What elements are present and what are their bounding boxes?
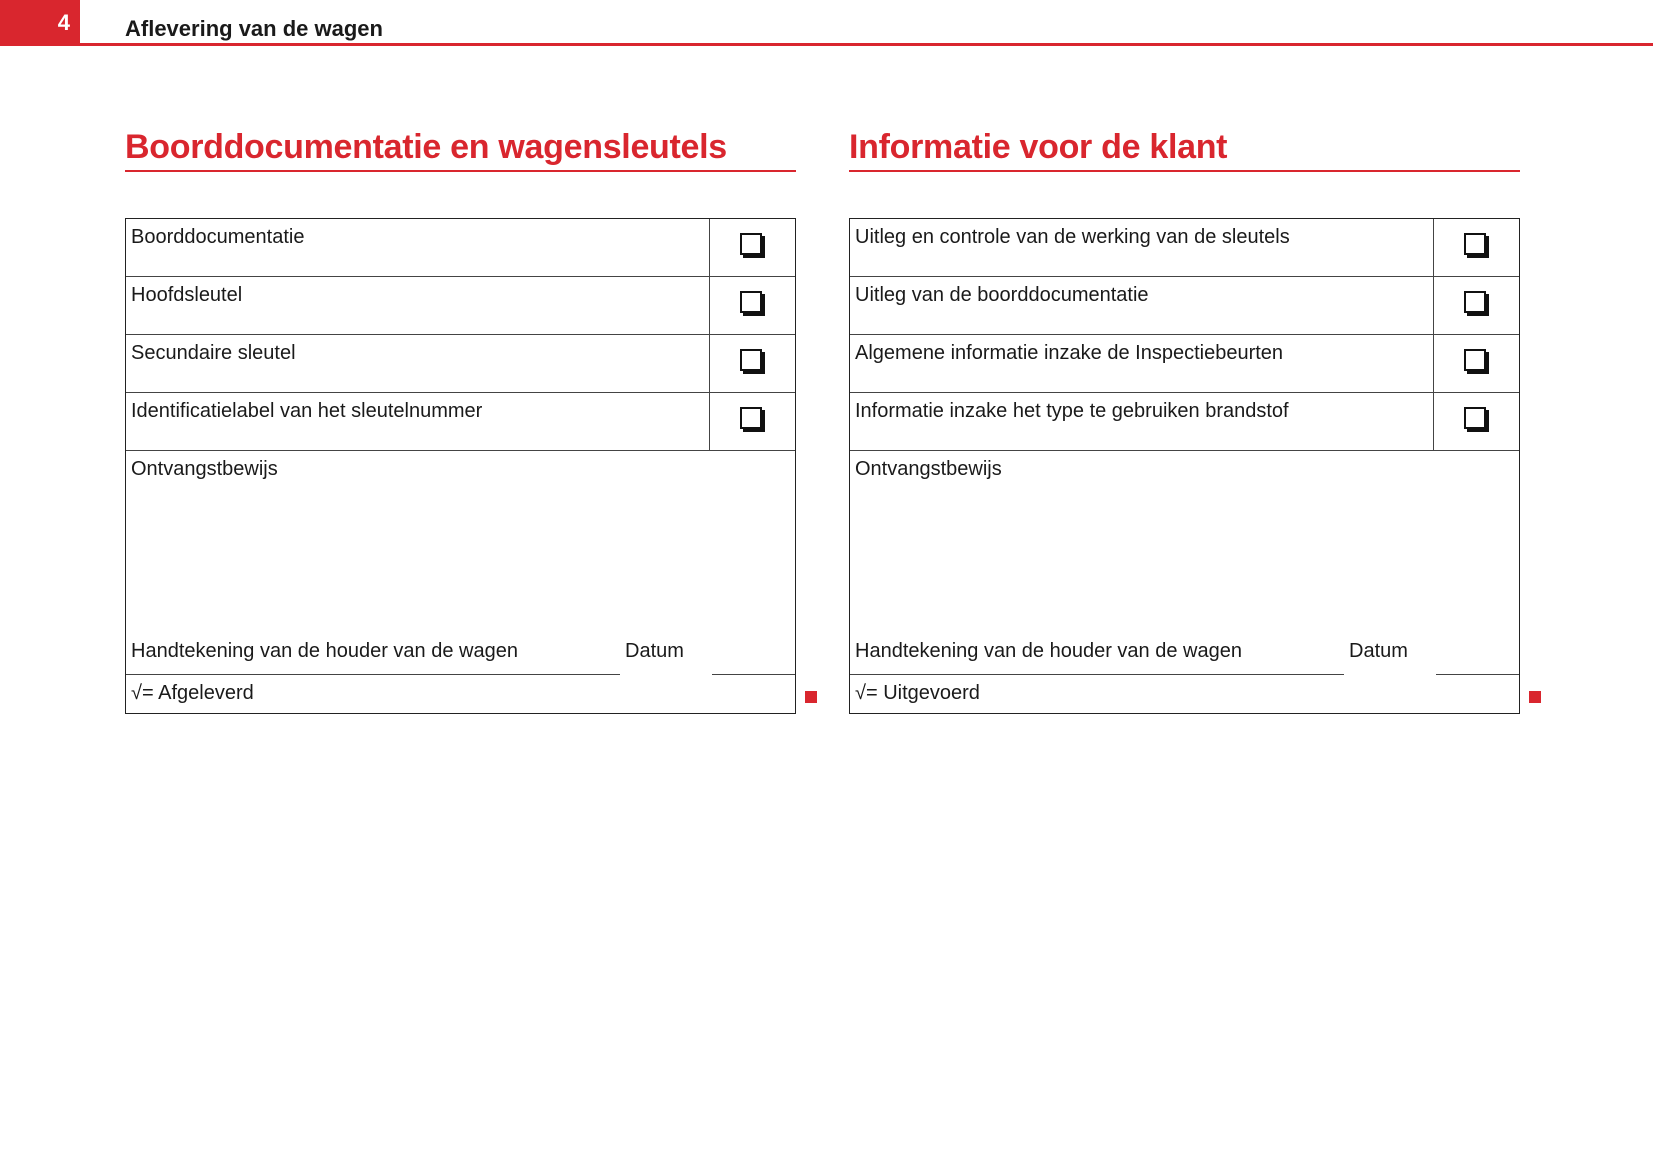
- checklist-row: [850, 335, 1519, 393]
- section-end-marker: [805, 691, 817, 703]
- checkbox-cell: [1433, 277, 1519, 334]
- section-customer-information: [849, 126, 1520, 704]
- checkbox-cell: [709, 277, 795, 334]
- checklist-row: [850, 393, 1519, 451]
- checkbox[interactable]: [1464, 349, 1486, 371]
- checklist-item-label: Uitleg van de boorddocumentatie: [855, 284, 1149, 306]
- checkbox-cell: [1433, 335, 1519, 392]
- section-title: Informatie voor de klant: [849, 128, 1228, 166]
- checklist-row: [126, 335, 795, 393]
- signature-label: Handtekening van de houder van de wagen: [131, 640, 518, 662]
- checklist-row: [126, 277, 795, 335]
- checklist-form: [849, 218, 1520, 714]
- date-label: Datum: [625, 640, 684, 662]
- checkbox[interactable]: [1464, 407, 1486, 429]
- checklist-item-label: Algemene informatie inzake de Inspectiebeurten: [855, 342, 1284, 364]
- section-title: Boorddocumentatie en wagensleutels: [125, 128, 727, 166]
- checklist-item-label: Uitleg en controle van de werking van de sleutels: [855, 226, 1290, 248]
- checkbox-cell: [709, 219, 795, 276]
- page-header: [0, 0, 1653, 46]
- legend-text: √= Afgeleverd: [131, 682, 254, 704]
- legend-row: [126, 675, 795, 711]
- section-end-marker: [1529, 691, 1541, 703]
- receipt-label: Ontvangstbewijs: [855, 458, 1002, 480]
- page-number: 4: [0, 0, 80, 46]
- section-title-rule: [125, 170, 796, 172]
- receipt-area[interactable]: [850, 451, 1519, 675]
- checklist-form: [125, 218, 796, 714]
- checkbox-cell: [1433, 219, 1519, 276]
- checkbox-cell: [709, 335, 795, 392]
- checkbox[interactable]: [1464, 291, 1486, 313]
- signature-label: Handtekening van de houder van de wagen: [855, 640, 1242, 662]
- page-header-title: Aflevering van de wagen: [125, 16, 383, 41]
- checklist-item-label: Hoofdsleutel: [131, 284, 243, 306]
- section-keys-documentation: [125, 126, 796, 704]
- checkbox-cell: [1433, 393, 1519, 450]
- checkbox[interactable]: [740, 349, 762, 371]
- checklist-item-label: Identificatielabel van het sleutelnummer: [131, 400, 483, 422]
- legend-text: √= Uitgevoerd: [855, 682, 980, 704]
- date-label: Datum: [1349, 640, 1408, 662]
- checkbox-cell: [709, 393, 795, 450]
- checklist-item-label: Boorddocumentatie: [131, 226, 305, 248]
- checklist-item-label: Informatie inzake het type te gebruiken brandstof: [855, 400, 1289, 422]
- checklist-row: [850, 277, 1519, 335]
- checklist-row: [126, 219, 795, 277]
- checklist-row: [126, 393, 795, 451]
- checkbox[interactable]: [740, 407, 762, 429]
- section-title-rule: [849, 170, 1520, 172]
- checkbox[interactable]: [1464, 233, 1486, 255]
- checkbox[interactable]: [740, 233, 762, 255]
- checkbox[interactable]: [740, 291, 762, 313]
- checklist-row: [850, 219, 1519, 277]
- legend-row: [850, 675, 1519, 711]
- header-rule: [80, 43, 1653, 46]
- receipt-area[interactable]: [126, 451, 795, 675]
- checklist-item-label: Secundaire sleutel: [131, 342, 296, 364]
- receipt-label: Ontvangstbewijs: [131, 458, 278, 480]
